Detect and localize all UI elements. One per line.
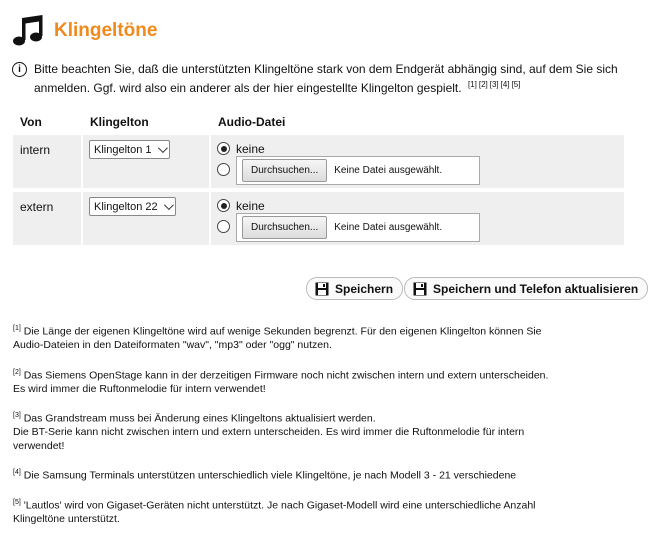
radio-file-intern[interactable] — [217, 163, 230, 176]
column-header-von: Von — [20, 114, 42, 129]
radio-none-intern[interactable] — [217, 142, 230, 155]
footnote — [13, 366, 553, 397]
file-input-extern[interactable] — [236, 213, 480, 242]
footnote-text: Die BT-Serie kann nicht zwischen intern und extern unterscheiden. Es wird immer die Ruftonmelodie für intern verwendet! — [13, 426, 525, 452]
page-header — [12, 14, 157, 48]
ringtone-select-value: Klingelton 22 — [94, 200, 158, 213]
footnote — [13, 496, 553, 527]
footnote — [13, 466, 553, 483]
footnote — [13, 409, 553, 453]
footnote-text: 'Lautlos' wird von Gigaset-Geräten nicht unterstützt. Je nach Gigaset-Modell wird eine unterschiedliche Anzahl Klingeltöne unterstützt. — [13, 499, 536, 525]
footnote-ref-link[interactable]: [5] — [511, 80, 521, 89]
row-label: extern — [13, 192, 83, 249]
footnote-refs — [468, 80, 523, 89]
music-note-icon — [12, 14, 46, 48]
column-header-audio: Audio-Datei — [218, 114, 286, 129]
info-notice — [12, 61, 632, 96]
page-title: Klingeltöne — [54, 20, 158, 41]
footnote-ref: [3] — [13, 412, 21, 419]
table-row — [13, 135, 624, 192]
browse-button[interactable]: Durchsuchen... — [242, 159, 327, 182]
footnote-text: Die Länge der eigenen Klingeltöne wird auf wenige Sekunden begrenzt. Für den eigenen Klingelton können Sie Audio-Dateien in den Dateiformaten "wav", "mp3" oder "ogg" nutzen. — [13, 325, 542, 351]
footnote-ref: [4] — [13, 469, 21, 476]
radio-none-label: keine — [236, 141, 265, 156]
chevron-down-icon — [164, 200, 174, 210]
footnote-ref: [2] — [13, 368, 21, 376]
table-row — [13, 192, 624, 249]
save-and-update-button-label: Speichern und Telefon aktualisieren — [433, 281, 639, 296]
browse-button[interactable]: Durchsuchen... — [242, 216, 327, 239]
info-text: Bitte beachten Sie, daß die unterstützten Klingeltöne stark von dem Endgerät abhängig sind, auf dem Sie sich anmelden. Ggf. wird also ein anderer als der hier eingestellte Klingelton gespielt. — [34, 62, 618, 95]
footnote-text: Die Samsung Terminals unterstützen unterschiedlich viele Klingeltöne, je nach Modell 3 - 21 verschiedene — [23, 469, 517, 482]
column-header-klingelton: Klingelton — [90, 114, 149, 129]
ringtone-select-value: Klingelton 1 — [94, 143, 152, 156]
save-button[interactable] — [306, 277, 403, 300]
floppy-disk-icon — [315, 282, 329, 296]
radio-none-label: keine — [236, 198, 265, 213]
row-label: intern — [13, 135, 83, 192]
footnote-ref-link[interactable]: [4] — [500, 80, 510, 89]
info-icon: i — [12, 62, 27, 77]
chevron-down-icon — [157, 143, 167, 153]
footnote-ref: [5] — [13, 499, 21, 506]
radio-none-extern[interactable] — [217, 199, 230, 212]
save-and-update-button[interactable] — [404, 277, 648, 300]
footnote-text: Das Siemens OpenStage kann in der derzeitigen Firmware noch nicht zwischen intern und extern unterscheiden. Es wird immer die Ruftonmelodie für intern verwendet! — [13, 369, 549, 395]
file-input-intern[interactable] — [236, 156, 480, 185]
footnote-text: Das Grandstream muss bei Änderung eines Klingeltons aktualisiert werden. — [23, 412, 376, 425]
floppy-disk-icon — [413, 282, 427, 296]
footnote-ref-link[interactable]: [2] — [478, 80, 488, 89]
ringtone-select-extern[interactable] — [89, 197, 176, 216]
footnote-ref: [1] — [13, 325, 21, 332]
footnote — [13, 322, 553, 353]
no-file-label: Keine Datei ausgewählt. — [334, 222, 443, 233]
save-button-label: Speichern — [335, 281, 394, 296]
footnote-ref-link[interactable]: [1] — [467, 80, 477, 89]
radio-file-extern[interactable] — [217, 220, 230, 233]
footnote-ref-link[interactable]: [3] — [489, 80, 499, 89]
ringtone-select-intern[interactable] — [89, 140, 170, 159]
footnotes — [13, 322, 553, 527]
ringtone-table — [13, 109, 624, 249]
no-file-label: Keine Datei ausgewählt. — [334, 165, 443, 176]
